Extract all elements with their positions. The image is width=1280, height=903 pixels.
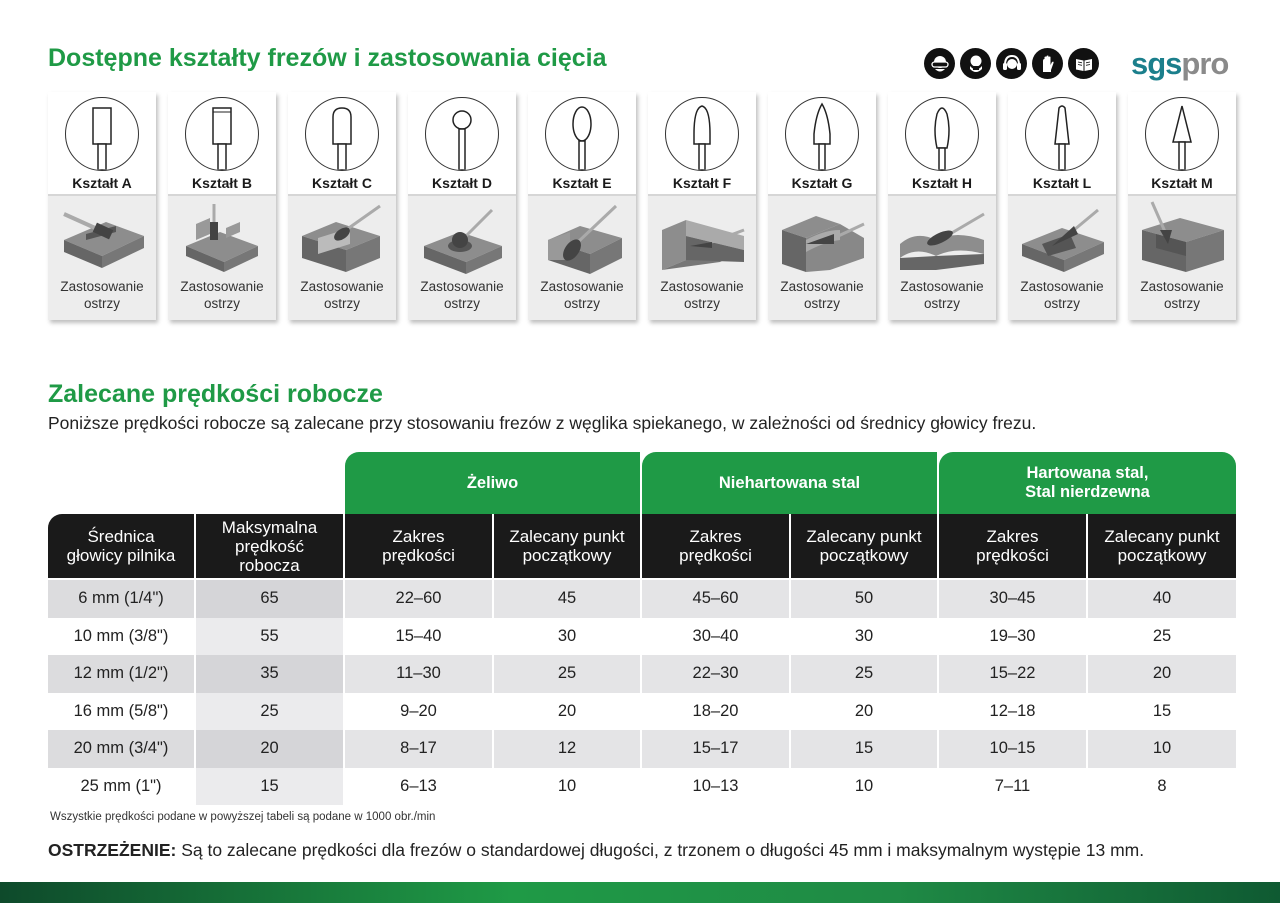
column-header-start-point <box>494 514 640 578</box>
application-illustration <box>1136 200 1228 276</box>
table-cell: 20 <box>494 693 640 731</box>
taper-round-burr-icon <box>1025 97 1099 171</box>
table-cell: 30–45 <box>939 580 1086 618</box>
table-footnote: Wszystkie prędkości podane w powyższej tabeli są podane w 1000 obr./min <box>50 811 436 823</box>
shape-card-b <box>168 92 276 320</box>
application-label: Zastosowanie ostrzy <box>1140 279 1224 311</box>
table-cell: 45–60 <box>642 580 789 618</box>
table-cell: 20 <box>791 693 937 731</box>
logo-part-sgs: sgs <box>1131 46 1182 81</box>
table-header-row <box>48 514 1236 578</box>
table-cell: 10–15 <box>939 730 1086 768</box>
column-header-start-point <box>1088 514 1236 578</box>
table-cell: 12 mm (1/2") <box>48 655 194 693</box>
column-header-label: Zalecany punkt początkowy <box>509 527 625 565</box>
application-label: Zastosowanie ostrzy <box>420 279 504 311</box>
shape-card-c <box>288 92 396 320</box>
table-row <box>48 693 1236 731</box>
footer-band <box>0 882 1280 903</box>
table-cell: 15–22 <box>939 655 1086 693</box>
application-illustration <box>56 200 148 276</box>
ball-burr-icon <box>425 97 499 171</box>
shape-card-m <box>1128 92 1236 320</box>
table-cell: 10 <box>791 768 937 806</box>
shape-label: Kształt G <box>791 175 853 191</box>
shape-card-e <box>528 92 636 320</box>
column-header-label: Zakres prędkości <box>679 527 752 565</box>
table-cell: 22–60 <box>345 580 492 618</box>
shape-label: Kształt F <box>672 175 732 191</box>
table-cell: 25 <box>791 655 937 693</box>
table-cell: 15–17 <box>642 730 789 768</box>
group-header-label: Hartowana stal, Stal nierdzewna <box>1025 464 1150 501</box>
table-cell: 40 <box>1088 580 1236 618</box>
cylinder-burr-icon <box>65 97 139 171</box>
shape-label: Kształt A <box>72 175 132 191</box>
table-cell: 11–30 <box>345 655 492 693</box>
shape-card-h <box>888 92 996 320</box>
table-row <box>48 768 1236 806</box>
application-label: Zastosowanie ostrzy <box>60 279 144 311</box>
table-cell: 18–20 <box>642 693 789 731</box>
table-cell: 15 <box>196 768 343 806</box>
table-cell: 25 <box>494 655 640 693</box>
application-label: Zastosowanie ostrzy <box>540 279 624 311</box>
group-header-cast-iron <box>345 452 640 514</box>
ear-protection-icon <box>996 48 1027 79</box>
shape-label: Kształt C <box>312 175 372 191</box>
table-cell: 55 <box>196 618 343 656</box>
goggles-icon <box>924 48 955 79</box>
application-illustration <box>416 200 508 276</box>
application-label: Zastosowanie ostrzy <box>660 279 744 311</box>
table-cell: 65 <box>196 580 343 618</box>
shape-card-l <box>1008 92 1116 320</box>
application-illustration <box>776 200 868 276</box>
table-cell: 6–13 <box>345 768 492 806</box>
table-cell: 20 mm (3/4") <box>48 730 194 768</box>
table-cell: 8 <box>1088 768 1236 806</box>
shape-card-d <box>408 92 516 320</box>
column-header-range <box>642 514 789 578</box>
ppe-icons <box>924 48 1099 79</box>
section-title-speeds: Zalecane prędkości robocze <box>48 380 383 408</box>
speeds-intro: Poniższe prędkości robocze są zalecane przy stosowaniu frezów z węglika spiekanego, w zależności od średnicy głowicy frezu. <box>48 413 1037 433</box>
column-header-label: Średnica głowicy pilnika <box>66 527 176 565</box>
shape-label: Kształt L <box>1032 175 1092 191</box>
table-cell: 22–30 <box>642 655 789 693</box>
flame-burr-icon <box>905 97 979 171</box>
table-row <box>48 580 1236 618</box>
table-cell: 19–30 <box>939 618 1086 656</box>
shape-label: Kształt M <box>1151 175 1213 191</box>
application-illustration <box>176 200 268 276</box>
shape-card-a <box>48 92 156 320</box>
brand-logo <box>1131 46 1228 82</box>
table-cell: 8–17 <box>345 730 492 768</box>
table-cell: 25 mm (1") <box>48 768 194 806</box>
table-cell: 15 <box>791 730 937 768</box>
application-label: Zastosowanie ostrzy <box>1020 279 1104 311</box>
application-illustration <box>296 200 388 276</box>
table-cell: 15–40 <box>345 618 492 656</box>
application-illustration <box>896 200 988 276</box>
table-cell: 50 <box>791 580 937 618</box>
tree-pointed-burr-icon <box>785 97 859 171</box>
shape-label: Kształt D <box>432 175 492 191</box>
table-cell: 35 <box>196 655 343 693</box>
shape-cards <box>48 92 1236 320</box>
table-cell: 10 <box>1088 730 1236 768</box>
table-cell: 20 <box>1088 655 1236 693</box>
shape-label: Kształt E <box>552 175 612 191</box>
table-cell: 6 mm (1/4") <box>48 580 194 618</box>
section-title-shapes: Dostępne kształty frezów i zastosowania cięcia <box>48 44 607 72</box>
oval-burr-icon <box>545 97 619 171</box>
group-header-unhardened-steel <box>642 452 937 514</box>
shape-card-g <box>768 92 876 320</box>
table-cell: 10 mm (3/8") <box>48 618 194 656</box>
tree-round-burr-icon <box>665 97 739 171</box>
application-label: Zastosowanie ostrzy <box>900 279 984 311</box>
table-cell: 12–18 <box>939 693 1086 731</box>
application-label: Zastosowanie ostrzy <box>180 279 264 311</box>
shape-label: Kształt H <box>912 175 972 191</box>
manual-icon <box>1068 48 1099 79</box>
column-header-start-point <box>791 514 937 578</box>
gloves-icon <box>1032 48 1063 79</box>
column-header-range <box>345 514 492 578</box>
table-row <box>48 730 1236 768</box>
warning-note <box>48 840 1144 861</box>
warning-text: Są to zalecane prędkości dla frezów o standardowej długości, z trzonem o długości 45 mm i maksymalnym występie 13 mm. <box>176 840 1145 860</box>
cylinder-end-cut-burr-icon <box>185 97 259 171</box>
shape-card-f <box>648 92 756 320</box>
table-cell: 10 <box>494 768 640 806</box>
group-header-label: Żeliwo <box>466 473 519 492</box>
table-row <box>48 655 1236 693</box>
table-cell: 12 <box>494 730 640 768</box>
column-header-diameter <box>48 514 194 578</box>
column-header-label: Maksymalna prędkość robocza <box>221 517 318 575</box>
column-header-label: Zakres prędkości <box>382 527 455 565</box>
table-cell: 10–13 <box>642 768 789 806</box>
application-label: Zastosowanie ostrzy <box>780 279 864 311</box>
application-illustration <box>656 200 748 276</box>
shape-label: Kształt B <box>192 175 252 191</box>
application-label: Zastosowanie ostrzy <box>300 279 384 311</box>
group-header-hardened-steel <box>939 452 1236 514</box>
logo-part-pro: pro <box>1181 46 1229 81</box>
application-illustration <box>536 200 628 276</box>
column-header-max-speed <box>196 514 343 578</box>
table-cell: 25 <box>1088 618 1236 656</box>
application-illustration <box>1016 200 1108 276</box>
ball-nose-cylinder-burr-icon <box>305 97 379 171</box>
warning-label: OSTRZEŻENIE: <box>48 840 177 860</box>
table-cell: 20 <box>196 730 343 768</box>
table-cell: 15 <box>1088 693 1236 731</box>
table-row <box>48 618 1236 656</box>
table-cell: 25 <box>196 693 343 731</box>
column-header-range <box>939 514 1086 578</box>
table-cell: 9–20 <box>345 693 492 731</box>
column-header-label: Zalecany punkt początkowy <box>1104 527 1220 565</box>
table-cell: 7–11 <box>939 768 1086 806</box>
column-header-label: Zakres prędkości <box>976 527 1049 565</box>
cone-burr-icon <box>1145 97 1219 171</box>
table-cell: 30 <box>494 618 640 656</box>
dust-mask-icon <box>960 48 991 79</box>
table-cell: 30–40 <box>642 618 789 656</box>
table-cell: 45 <box>494 580 640 618</box>
group-header-label: Niehartowana stal <box>718 473 861 492</box>
table-cell: 16 mm (5/8") <box>48 693 194 731</box>
column-header-label: Zalecany punkt początkowy <box>806 527 922 565</box>
table-cell: 30 <box>791 618 937 656</box>
